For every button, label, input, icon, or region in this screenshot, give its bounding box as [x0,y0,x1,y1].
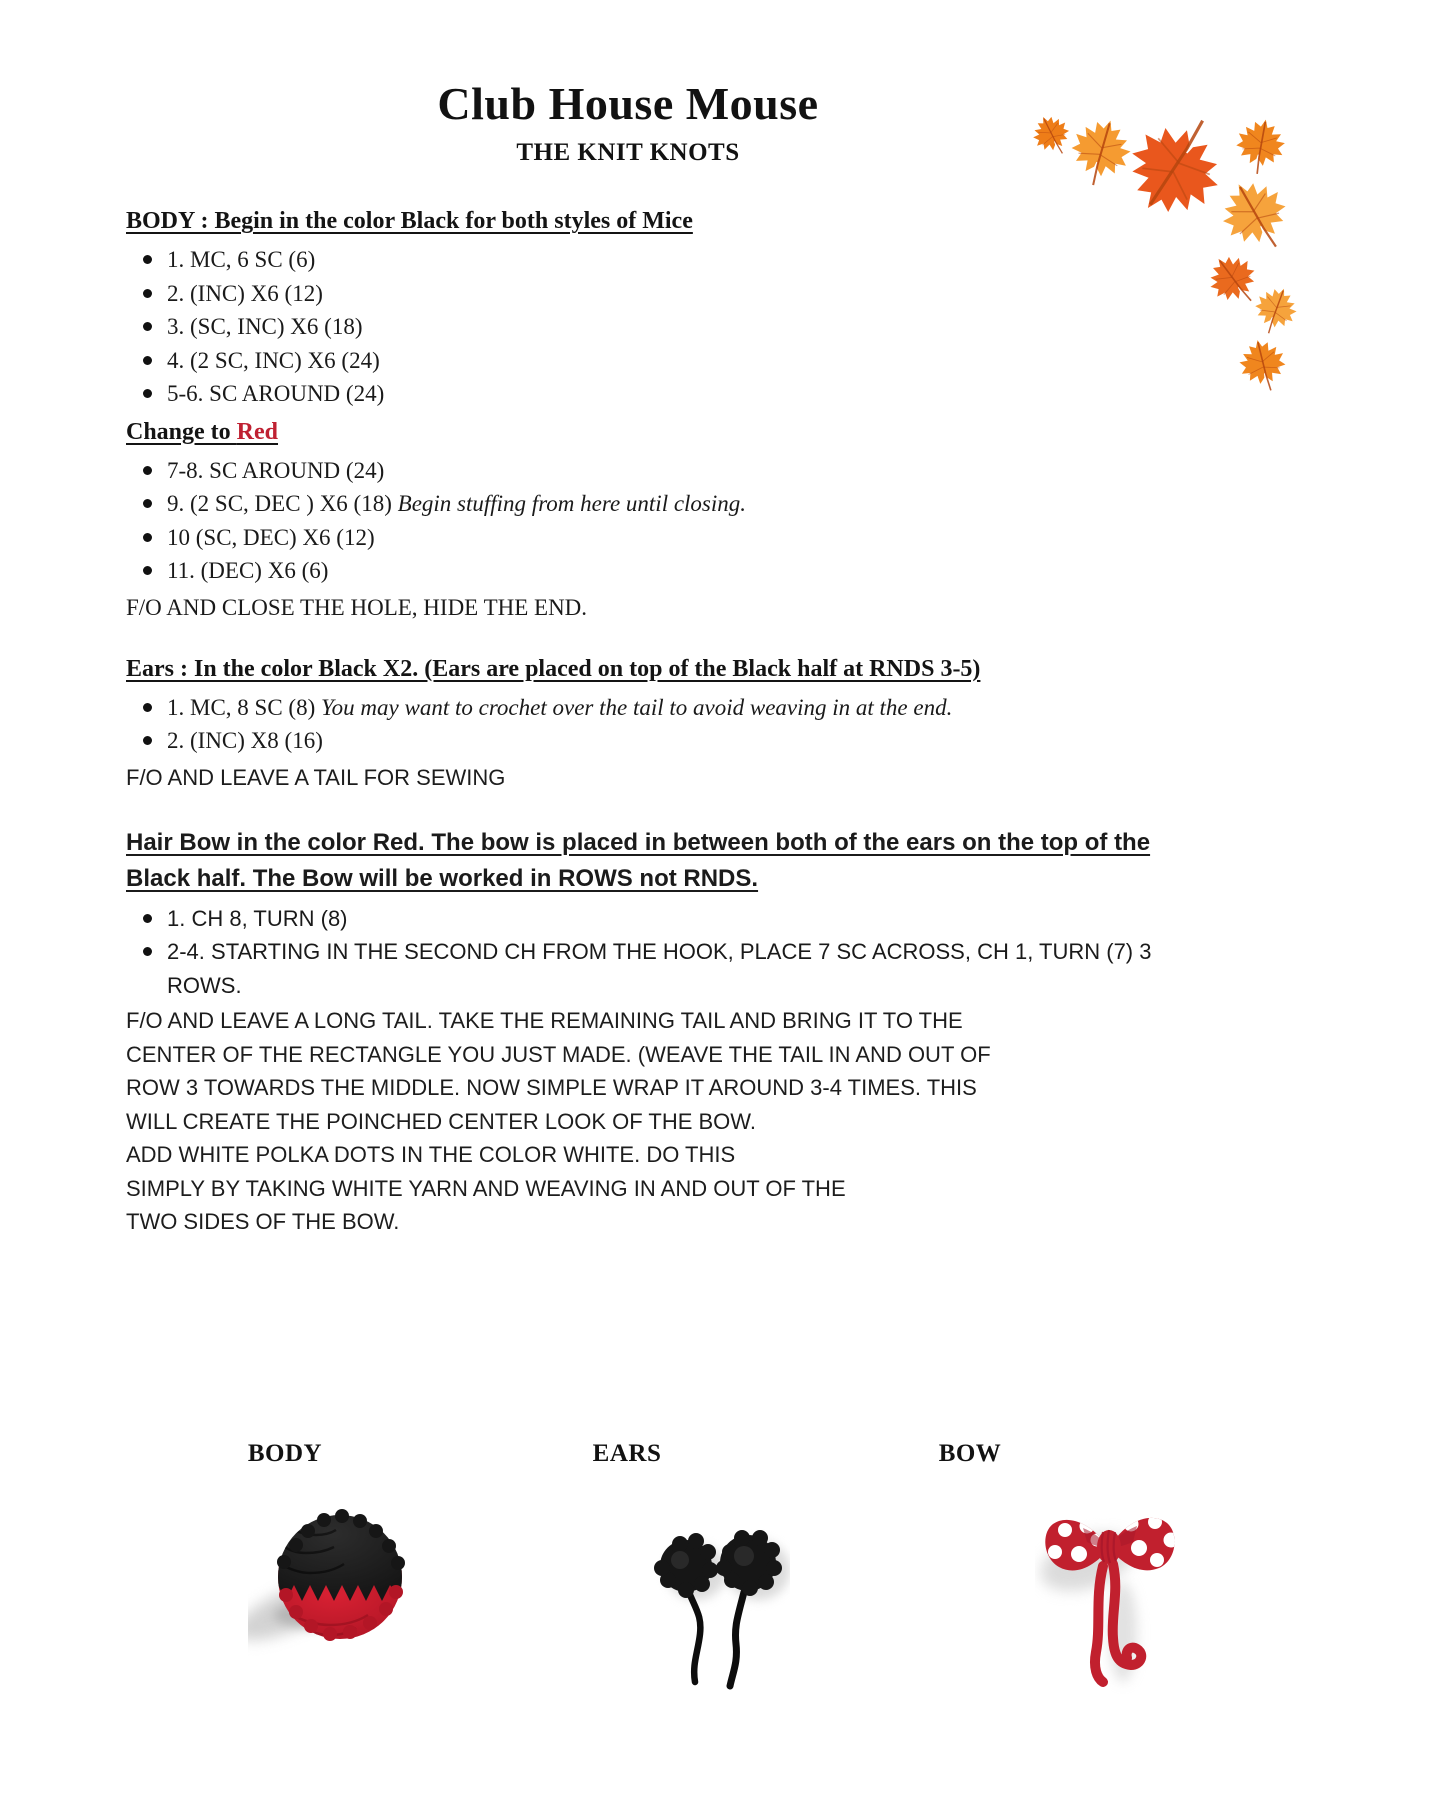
ears-photo [640,1528,790,1698]
body-finish-line: F/O AND CLOSE THE HOLE, HIDE THE END. [126,594,588,620]
paragraph-line: CENTER OF THE RECTANGLE YOU JUST MADE. (WEAVE THE TAIL IN AND OUT OF [126,1041,991,1067]
page-subtitle: THE KNIT KNOTS [516,139,740,166]
paragraph-line: ROW 3 TOWARDS THE MIDDLE. NOW SIMPLE WRAP IT AROUND 3-4 TIMES. THIS [126,1075,977,1100]
body-section-heading: BODY : Begin in the color Black for both styles of Mice [126,208,693,234]
change-to-text: Change to [126,418,237,445]
bow-photo [1035,1502,1195,1707]
italic-note: Begin stuffing from here until closing. [397,491,747,516]
red-color-word: Red [236,418,279,445]
ears-section-heading: Ears : In the color Black X2. (Ears are placed on top of the Black half at RNDS 3-5) [126,655,981,682]
list-item: 1. CH 8, TURN (8) [126,902,1156,936]
ears-photo-label: EARS [592,1440,662,1467]
body-photo-label: BODY [247,1440,323,1467]
list-item: 11. (DEC) X6 (6) [126,554,1156,588]
pattern-content [126,204,1156,1239]
paragraph-line: SIMPLY BY TAKING WHITE YARN AND WEAVING IN AND OUT OF THE [126,1175,846,1201]
list-item: 5-6. SC AROUND (24) [126,377,1156,411]
bow-row-list [126,902,1156,1003]
ears-finish-line: F/O AND LEAVE A TAIL FOR SEWING [126,764,506,790]
bow-section-heading: Hair Bow in the color Red. The bow is placed in between both of the ears on the top of the Black half. The Bow will be worked in ROWS not RNDS. [126,828,1151,892]
ears-round-list [126,691,1156,758]
italic-note: You may want to crochet over the tail to avoid weaving in at the end. [321,694,953,720]
paragraph-line: WILL CREATE THE POINCHED CENTER LOOK OF THE BOW. [126,1108,756,1134]
body-photo [248,1505,418,1670]
list-item: 1. MC, 8 SC (8) You may want to crochet over the tail to avoid weaving in at the end. [126,691,1156,725]
title-block [126,78,1130,168]
list-item: 1. MC, 6 SC (6) [126,243,1156,277]
change-to-red-heading [126,415,1156,449]
body-round-list-2 [126,454,1156,588]
list-item: 3. (SC, INC) X6 (18) [126,310,1156,344]
list-item: 10 (SC, DEC) X6 (12) [126,521,1156,555]
list-item: 9. (2 SC, DEC ) X6 (18) Begin stuffing from here until closing. [126,487,1156,521]
page-title: Club House Mouse [437,78,819,129]
list-item: 4. (2 SC, INC) X6 (24) [126,344,1156,378]
list-item: 2. (INC) X8 (16) [126,724,1156,758]
list-item: 2. (INC) X6 (12) [126,277,1156,311]
paragraph-line: F/O AND LEAVE A LONG TAIL. TAKE THE REMAINING TAIL AND BRING IT TO THE [126,1008,963,1033]
bow-photo-label: BOW [938,1440,1002,1467]
paragraph-line: TWO SIDES OF THE BOW. [126,1209,400,1234]
paragraph-line: ADD WHITE POLKA DOTS IN THE COLOR WHITE. DO THIS [126,1142,736,1167]
bow-instructions-paragraph [126,1004,1156,1239]
list-item: 7-8. SC AROUND (24) [126,454,1156,488]
body-round-list [126,243,1156,411]
list-item: 2-4. STARTING IN THE SECOND CH FROM THE HOOK, PLACE 7 SC ACROSS, CH 1, TURN (7) 3 ROWS. [126,935,1156,1002]
